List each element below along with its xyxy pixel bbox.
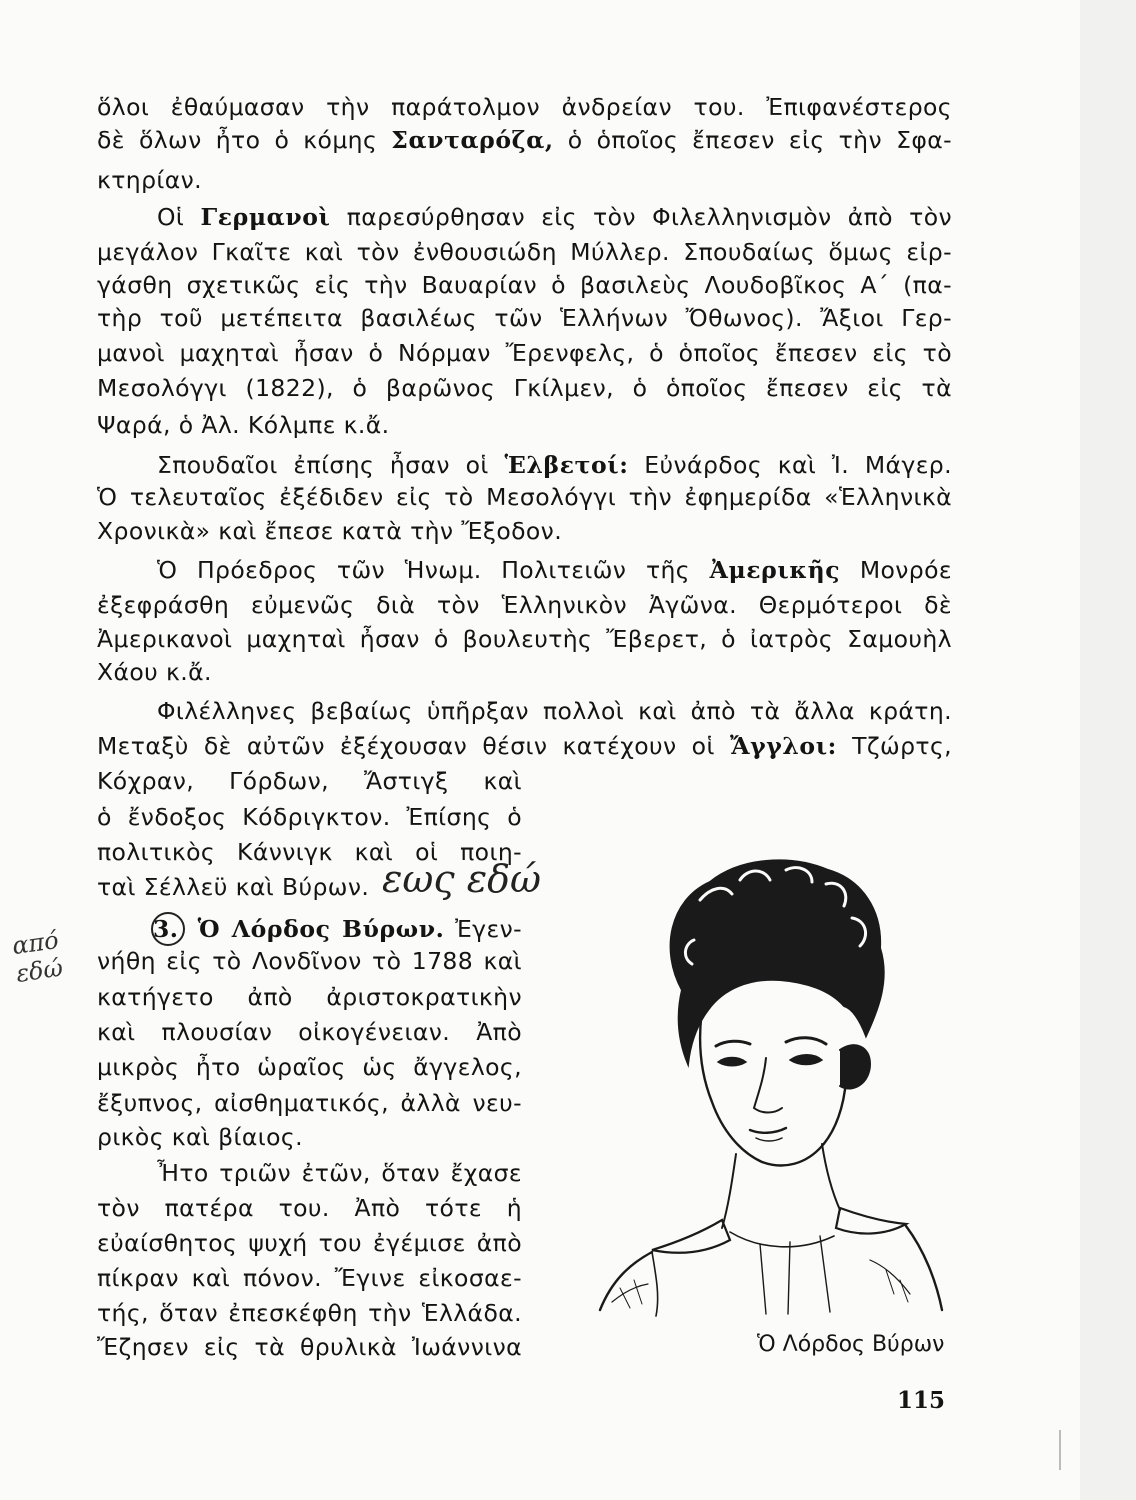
text-line: ταὶ Σέλλεϋ καὶ Βύρων. — [97, 873, 370, 901]
text-line: Φιλέλληνες βεβαίως ὑπῆρξαν πολλοὶ καὶ ἀπὸ τὰ ἄλλα κράτη. — [157, 697, 952, 725]
section-title: Ὁ Λόρδος Βύρων. — [197, 915, 445, 943]
text-line: μικρὸς ἦτο ὡραῖος ὡς ἄγγελος, — [97, 1053, 522, 1081]
text-line: Σπουδαῖοι ἐπίσης ἦσαν οἱ Ἑλβετοί: Εὐνάρδος καὶ Ἰ. Μάγερ. — [157, 451, 952, 479]
text-line: πίκραν καὶ πόνον. Ἔγινε εἰκοσαε- — [97, 1264, 522, 1292]
text-line: Ψαρά, ὁ Ἀλ. Κόλμπε κ.ἄ. — [97, 411, 390, 439]
text-line: Κόχραν, Γόρδων, Ἄστιγξ καὶ — [97, 767, 522, 795]
text-line: Χάου κ.ἄ. — [97, 658, 212, 686]
text-line: Ἔζησεν εἰς τὰ θρυλικὰ Ἰωάννινα — [97, 1333, 522, 1361]
text-line: κατήγετο ἀπὸ ἀριστοκρατικὴν — [97, 983, 522, 1011]
text-line: Ὁ τελευταῖος ἐξέδιδεν εἰς τὸ Μεσολόγγι τὴν ἐφημερίδα «Ἑλληνικὰ — [97, 483, 952, 511]
handwritten-margin-note: από εδώ — [10, 925, 65, 988]
text-line: Ὁ Πρόεδρος τῶν Ἡνωμ. Πολιτειῶν τῆς Ἀμερικῆς Μονρόε — [157, 556, 952, 584]
text-line: Ἀμερικανοὶ μαχηταὶ ἦσαν ὁ βουλευτὴς Ἔβερετ, ὁ ἰατρὸς Σαμουὴλ — [97, 625, 952, 653]
text-line: Χρονικὰ» καὶ ἔπεσε κατὰ τὴν Ἔξοδον. — [97, 517, 563, 545]
text-line: μανοὶ μαχηταὶ ἦσαν ὁ Νόρμαν Ἔρενφελς, ὁ ὁποῖος ἔπεσεν εἰς τὸ — [97, 339, 952, 367]
svg-text:εως εδώ: εως εδώ — [382, 857, 541, 901]
text-line: ἔξυπνος, αἰσθηματικός, ἀλλὰ νευ- — [97, 1089, 522, 1117]
text-line: ρικὸς καὶ βίαιος. — [97, 1123, 303, 1151]
text-line: δὲ ὅλων ἦτο ὁ κόμης Σανταρόζα, ὁ ὁποῖος ἔπεσεν εἰς τὴν Σφα- — [97, 126, 952, 154]
text-line: τὴρ τοῦ μετέπειτα βασιλέως τῶν Ἑλλήνων Ὄθωνος). Ἄξιοι Γερ- — [97, 304, 952, 332]
text-line: τὸν πατέρα του. Ἀπὸ τότε ἡ — [97, 1194, 522, 1222]
text-line: ὁ ἔνδοξος Κόδριγκτον. Ἐπίσης ὁ — [97, 803, 522, 831]
handwritten-scribble — [378, 848, 548, 908]
portrait-caption: Ὁ Λόρδος Βύρων — [757, 1332, 945, 1357]
text-line: τής, ὅταν ἐπεσκέφθη τὴν Ἑλλάδα. — [97, 1299, 522, 1327]
text-line: εὐαίσθητος ψυχή του ἐγέμισε ἀπὸ — [97, 1229, 522, 1257]
text-line: Μεσολόγγι (1822), ὁ βαρῶνος Γκίλμεν, ὁ ὁποῖος ἔπεσεν εἰς τὰ — [97, 374, 952, 402]
lord-byron-portrait — [590, 840, 950, 1320]
text-line: πολιτικὸς Κάννιγκ καὶ οἱ ποιη- — [97, 838, 522, 866]
text-line: νήθη εἰς τὸ Λονδῖνον τὸ 1788 καὶ — [97, 947, 522, 975]
text-line: Μεταξὺ δὲ αὐτῶν ἐξέχουσαν θέσιν κατέχουν οἱ Ἄγγλοι: Τζώρτς, — [97, 732, 953, 760]
text-line: ἐξεφράσθη εὐμενῶς διὰ τὸν Ἑλληνικὸν Ἀγῶνα. Θερμότεροι δὲ — [97, 591, 952, 619]
text-line: κτηρίαν. — [97, 166, 203, 194]
page-number: 115 — [897, 1387, 946, 1414]
text-line: Ἦτο τριῶν ἐτῶν, ὅταν ἔχασε — [157, 1159, 522, 1187]
text-line: μεγάλον Γκαῖτε καὶ τὸν ἐνθουσιώδη Μύλλερ. Σπουδαίως ὅμως εἰρ- — [97, 238, 952, 266]
text-line: Οἱ Γερμανοὶ παρεσύρθησαν εἰς τὸν Φιλελληνισμὸν ἀπὸ τὸν — [157, 203, 952, 231]
text-line: γάσθη σχετικῶς εἰς τὴν Βαυαρίαν ὁ βασιλεὺς Λουδοβῖκος Α΄ (πα- — [97, 271, 952, 299]
text-line: ὅλοι ἐθαύμασαν τὴν παράτολμον ἀνδρείαν του. Ἐπιφανέστερος — [97, 93, 952, 121]
section-heading-line: 3. Ὁ Λόρδος Βύρων. Ἐγεν- — [97, 912, 522, 946]
section-number: 3. — [151, 912, 185, 946]
text-line: καὶ πλουσίαν οἰκογένειαν. Ἀπὸ — [97, 1018, 522, 1046]
